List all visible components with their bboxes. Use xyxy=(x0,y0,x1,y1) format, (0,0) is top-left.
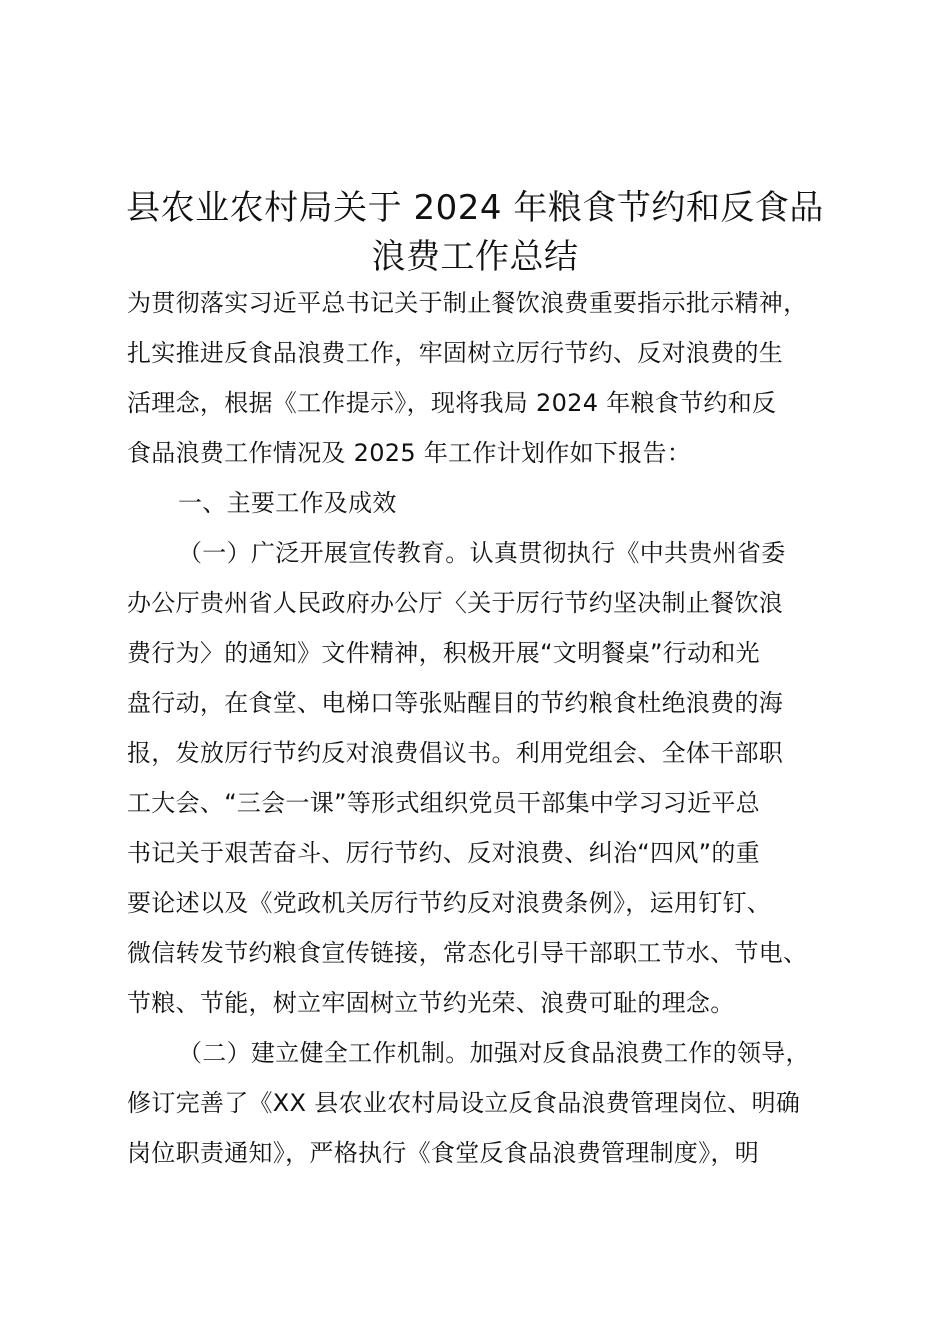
body-line: 书记关于艰苦奋斗、厉行节约、反对浪费、纠治“四风”的重 xyxy=(127,839,760,867)
paragraph-first-line: （一）广泛开展宣传教育。认真贯彻执行《中共贵州省委 xyxy=(178,539,786,567)
body-line: 办公厅贵州省人民政府办公厅〈关于厉行节约坚决制止餐饮浪 xyxy=(127,589,784,617)
body-line: 活理念，根据《工作提示》，现将我局 2024 年粮食节约和反 xyxy=(127,389,777,417)
body-line: 要论述以及《党政机关厉行节约反对浪费条例》，运用钉钉、 xyxy=(127,889,772,917)
paragraph-first-line: （二）建立健全工作机制。加强对反食品浪费工作的领导， xyxy=(178,1039,810,1067)
body-line: 扎实推进反食品浪费工作，牢固树立厉行节约、反对浪费的生 xyxy=(127,339,784,367)
body-line: 节粮、节能，树立牢固树立节约光荣、浪费可耻的理念。 xyxy=(127,989,735,1017)
body-line: 食品浪费工作情况及 2025 年工作计划作如下报告： xyxy=(127,439,692,467)
body-line: 岗位职责通知》，严格执行《食堂反食品浪费管理制度》，明 xyxy=(127,1139,760,1167)
body-line: 费行为〉的通知》文件精神，积极开展“文明餐桌”行动和光 xyxy=(127,639,760,667)
body-line: 修订完善了《XX 县农业农村局设立反食品浪费管理岗位、明确 xyxy=(127,1089,801,1117)
body-line: 微信转发节约粮食宣传链接，常态化引导干部职工节水、节电、 xyxy=(127,939,808,967)
section-heading: 一、主要工作及成效 xyxy=(178,489,397,517)
body-line: 报，发放厉行节约反对浪费倡议书。利用党组会、全体干部职 xyxy=(127,739,784,767)
document-title-line-1: 县农业农村局关于 2024 年粮食节约和反食品 xyxy=(126,188,824,228)
body-line: 为贯彻落实习近平总书记关于制止餐饮浪费重要指示批示精神， xyxy=(127,289,808,317)
body-line: 盘行动，在食堂、电梯口等张贴醒目的节约粮食杜绝浪费的海 xyxy=(127,689,784,717)
document-title-line-2: 浪费工作总结 xyxy=(371,237,579,277)
body-line: 工大会、“三会一课”等形式组织党员干部集中学习习近平总 xyxy=(127,789,760,817)
